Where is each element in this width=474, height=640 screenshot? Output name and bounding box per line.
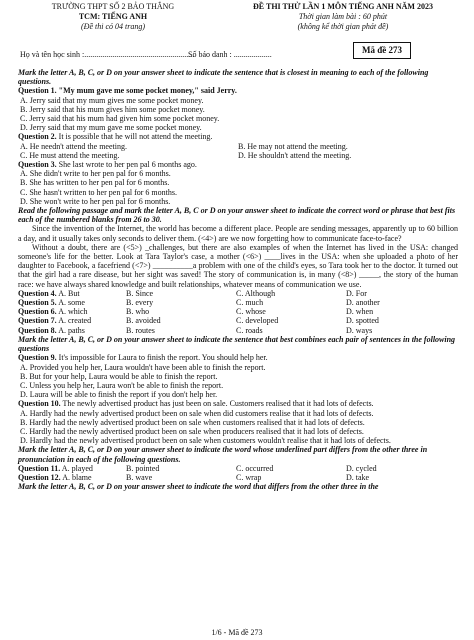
question-8-row [18,326,458,335]
candidate-number-label: Số báo danh : ................... [188,50,272,59]
question-9-stem: Question 9. It's impossible for Laura to finish the report. You should help her. [18,353,268,363]
school-name: TRƯỜNG THPT SỐ 2 BẢO THẮNG [51,2,175,11]
q10-option-d: D. Hardly had the newly advertised product been on sale when customers wouldn't realise that it had lots of defects. [20,436,391,446]
q7-label: Question 7. A. created [18,316,92,326]
q5-option-c: C. much [236,298,264,308]
q8-option-b: B. routes [126,325,155,335]
q10-option-c: C. Hardly had the newly advertised product been on sale when producers realised that it had lots of defects. [20,426,364,436]
q6-option-b: B. who [126,307,150,317]
q11-option-b: B. pointed [126,463,160,473]
q9-option-d: D. Laura will be able to finish the report if you don't help her. [20,390,218,400]
instruction-4: Mark the letter A, B, C, or D on your answer sheet to indicate the word whose underlined part differs from the other three in pronunciation in each of the following questions. [18,445,428,464]
exam-time: Thời gian làm bài : 60 phút [298,12,388,21]
q12-label: Question 12. A. blame [18,472,92,482]
q11-option-d: D. cycled [346,463,377,473]
candidate-row [18,42,458,64]
q8-option-d: D. ways [346,325,373,335]
q7-option-c: C. developed [236,316,279,326]
time-note: (không kể thời gian phát đề) [297,22,389,31]
q1-option-a: A. Jerry said that my mum gives me some pocket money. [20,95,204,105]
q12-option-c: C. wrap [236,472,262,482]
q9-option-c: C. Unless you help her, Laura won't be able to finish the report. [20,380,224,390]
q11-label: Question 11. A. played [18,463,93,473]
q2-options [18,142,458,160]
passage-paragraph-1: Since the invention of the Internet, the world has become a different place. People are sending messages, apparently up to 60 billion a day, and it usually takes only seconds to deliver them. (<4>) are we now forgetting how to communicate face-to-face? [18,224,458,243]
q4-option-b: B. Since [126,288,154,298]
q2-option-c: C. He must attend the meeting. [20,150,120,160]
q2-option-d: D. He shouldn't attend the meeting. [238,150,352,160]
q7-option-b: B. avoided [126,316,161,326]
q8-label: Question 8. A. paths [18,325,85,335]
q11-option-c: C. occurred [236,463,274,473]
pages-note: (Đề thi có 04 trang) [81,22,145,31]
q1-option-c: C. Jerry said that his mum had given him some pocket money. [20,114,220,124]
q9-option-b: B. But for your help, Laura would be able to finish the report. [20,371,218,381]
q12-option-b: B. wave [126,472,153,482]
question-11-row [18,464,458,473]
q10-option-b: B. Hardly had the newly advertised product been on sale when customers realised that it had lots of defects. [20,417,365,427]
question-6-row [18,307,458,316]
exam-header [18,2,458,36]
q5-option-b: B. every [126,298,154,308]
q2-option-a: A. He needn't attend the meeting. [20,141,127,151]
cloze-questions [18,289,458,335]
exam-code-box: Mã đề 273 [353,42,411,59]
question-3-stem: Question 3. She last wrote to her pen pal 6 months ago. [18,160,197,170]
q6-label: Question 6. A. which [18,307,88,317]
instruction-1: Mark the letter A, B, C, or D on your answer sheet to indicate the sentence that is closest in meaning to each of the following questions. [18,68,429,87]
instruction-5: Mark the letter A, B, C, or D on your answer sheet to indicate the word that differs from the other three in the [18,482,379,492]
q3-option-a: A. She didn't write to her pen pal for 6 months. [20,169,171,179]
q4-label: Question 4. A. But [18,288,80,298]
department: TCM: TIẾNG ANH [78,12,148,21]
page-footer: 1/6 - Mã đề 273 [211,628,263,637]
exam-title: ĐỀ THI THỬ LẦN 1 MÔN TIẾNG ANH NĂM 2023 [253,2,433,11]
q1-option-d: D. Jerry said that my mum gave me some pocket money. [20,123,202,133]
q12-option-d: D. take [346,472,370,482]
q6-option-c: C. whose [236,307,266,317]
question-2-stem: Question 2. It is possible that he will not attend the meeting. [18,132,213,142]
q4-option-d: D. For [346,288,367,298]
question-7-row [18,316,458,325]
q4-option-c: C. Although [236,288,276,298]
question-12-row [18,473,458,482]
candidate-name-label: Họ và tên học sinh :....................................................... [20,50,195,59]
q9-option-a: A. Provided you help her, Laura wouldn't have been able to finish the report. [20,362,266,372]
q3-option-d: D. She won't write to her pen pal for 6 months. [20,196,171,206]
instruction-3: Mark the letter A, B, C, or D on your answer sheet to indicate the sentence that best combines each pair of sentences in the following questions [18,334,456,354]
q3-option-c: C. She hasn't written to her pen pal for 6 months. [20,187,177,197]
question-1-stem: Question 1. "My mum gave me some pocket money," said Jerry. [18,86,237,96]
passage-paragraph-2: Without a doubt, there are (<5>) _challenges, but there are also examples of when the Internet has lived in the USA: changed someone's life for the better. Look at Tara Taylor's case, a mother (<6>) ____lives in the USA: when she uploaded a photo of her daughter to Facebook, a facefriend (<7>) __________a problem with one of the child's eyes, so Tara took her to the doctor. It turned out that the girl had a rare disease, but her sight was saved! The story of communication is, in many (<8>) _____, the story of the human race: we have always shared knowledge and built relationships, whatever means of communication we use. [18,242,458,289]
q3-option-b: B. She has written to her pen pal for 6 months. [20,178,170,188]
q5-option-d: D. another [346,298,380,308]
question-5-row [18,298,458,307]
q1-option-b: B. Jerry said that his mum gives him some pocket money. [20,104,205,114]
q6-option-d: D. when [346,307,374,317]
q7-option-d: D. spotted [346,316,379,326]
q5-label: Question 5. A. some [18,298,85,308]
q2-option-b: B. He may not attend the meeting. [238,141,348,151]
exam-page [18,2,458,491]
question-4-row [18,289,458,298]
question-10-stem: Question 10. The newly advertised product has just been on sale. Customers realised that it had lots of defects. [18,399,374,409]
instruction-2: Read the following passage and mark the letter A, B, C or D on your answer sheet to indicate the correct word or phrase that best fits each of the numbered blanks from 26 to 30. [18,206,456,225]
q10-option-a: A. Hardly had the newly advertised product been on sale when did customers realise that it had lots of defects. [20,408,374,418]
q8-option-c: C. roads [236,325,263,335]
